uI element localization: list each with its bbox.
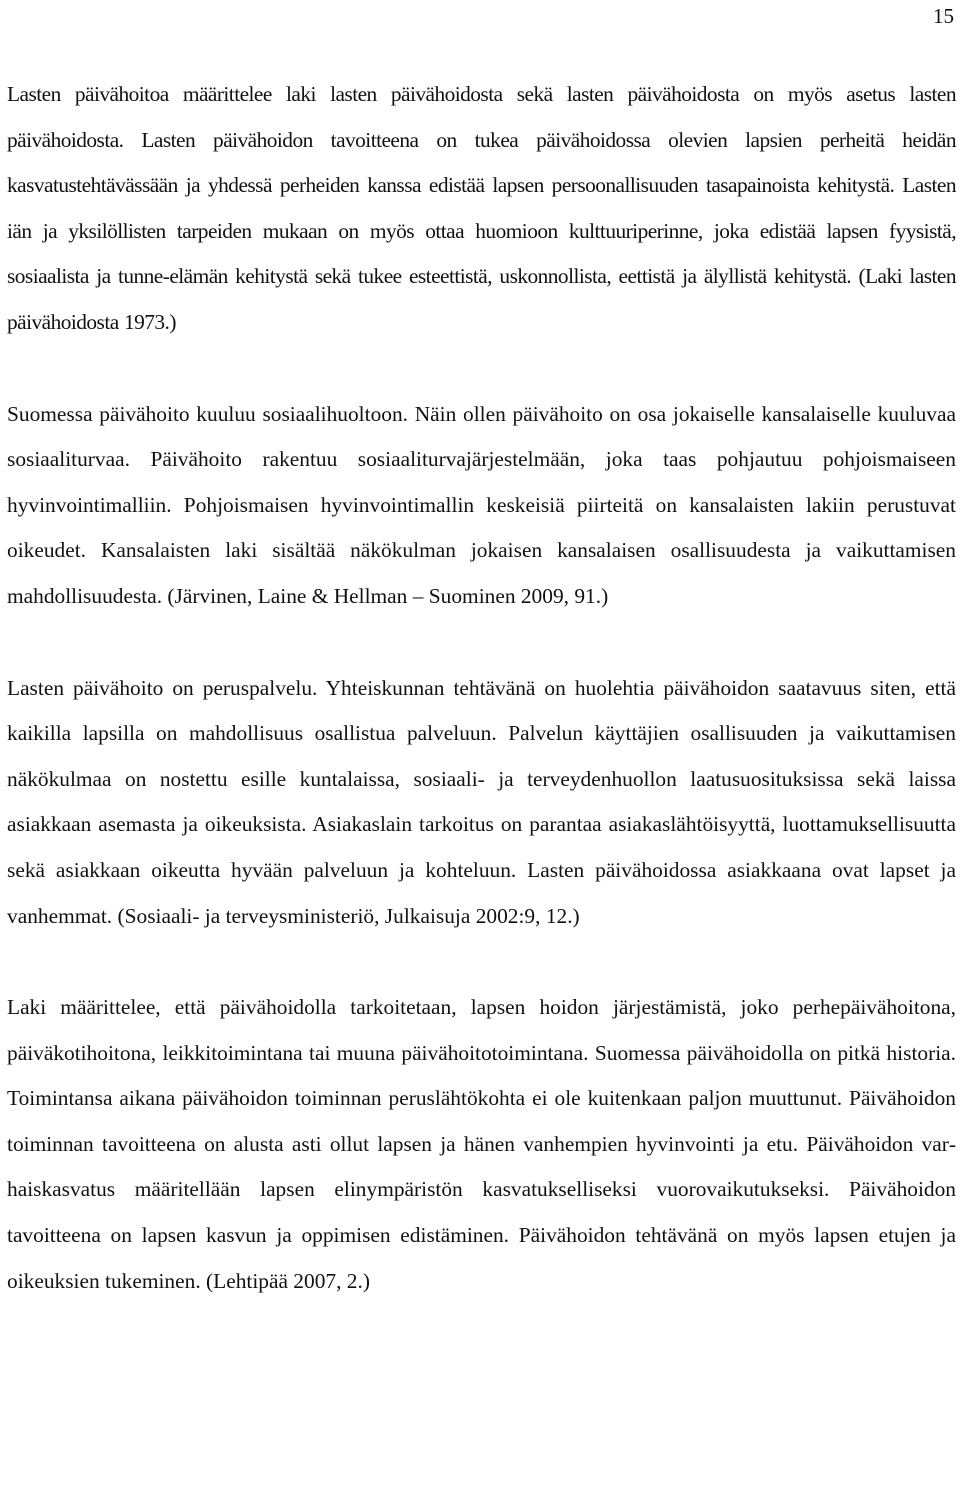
paragraph-social-welfare: Suomessa päivähoito kuuluu sosiaalihuoltoon. Näin ollen päivähoito on osa jokaiselle kansalaiselle kuuluvaa sosiaaliturvaa. Päivähoito rakentuu sosiaaliturvajärjestelmään, joka taas pohjautuu pohjoismaiseen hyvinvointimalliin. Pohjoismaisen hyvinvointimallin keskeisiä piirteitä on kansalaisten lakiin perustuvat oikeudet. Kansalaisten laki sisältää näkökulman jokaisen kansalaisen osallisuudesta ja vaikuttamisen mahdollisuudesta. (Järvinen, Laine & Hellman – Suominen 2009, 91.) — [7, 401, 956, 608]
page-number: 15 — [933, 4, 954, 28]
paragraph-basic-service: Lasten päivähoito on peruspalvelu. Yhteiskunnan tehtävänä on huolehtia päivähoidon saatavuus siten, että kaikilla lapsilla on mahdollisuus osallistua palveluun. Palvelun käyttäjien osallisuuden ja vaikuttamisen näkökulmaa on nostettu esille kuntalaissa, sosiaali- ja terveydenhuollon laatusuosituksissa sekä laissa asiakkaan asemasta ja oikeuksista. Asiakaslain tarkoitus on parantaa asiakaslähtöisyyttä, luottamuksellisuutta sekä asiakkaan oikeutta hyvään palveluun ja kohteluun. Lasten päivähoidossa asiakkaana ovat lapset ja vanhemmat. (Sosiaali- ja terveysministeriö, Julkaisuja 2002:9, 12.) — [7, 675, 956, 928]
paragraph-day-care-law: Lasten päivähoitoa määrittelee laki lasten päivähoidosta sekä lasten päivähoidosta on myös asetus lasten päivähoidosta. Lasten päivähoidon tavoitteena on tukea päivähoidossa olevien lapsien perheitä heidän kasvatustehtävässään ja yhdessä perheiden kanssa edistää lapsen persoonallisuuden tasapainoista kehitystä. Lasten iän ja yksilöllisten tarpeiden mukaan on myös ottaa huomioon kulttuuriperinne, joka edistää lapsen fyysistä, sosiaalista ja tunne-elämän kehitystä sekä tukee esteettistä, uskonnollista, eettistä ja älyllistä kehitystä. (Laki lasten päivähoidosta 1973.) — [7, 82, 956, 334]
paragraph-definition-history: Laki määrittelee, että päivähoidolla tarkoitetaan, lapsen hoidon järjestämistä, joko perhepäivähoitona, päiväkotihoitona, leikkitoimintana tai muuna päivähoitotoimintana. Suomessa päivähoidolla on pitkä historia. Toimintansa aikana päivähoidon toiminnan peruslähtökohta ei ole kuitenkaan paljon muuttunut. Päivähoidon toiminnan tavoitteena on alusta asti ollut lapsen ja hänen vanhempien hyvinvointi ja etu. Päivähoidon varhaiskasvatus määritellään lapsen elinympäristön kasvatukselliseksi vuorovaikutukseksi. Päivähoidon tavoitteena on lapsen kasvun ja oppimisen edistäminen. Päivähoidon tehtävänä on myös lapsen etujen ja oikeuksien tukeminen. (Lehtipää 2007, 2.) — [7, 995, 956, 1293]
body-text — [7, 72, 956, 1304]
